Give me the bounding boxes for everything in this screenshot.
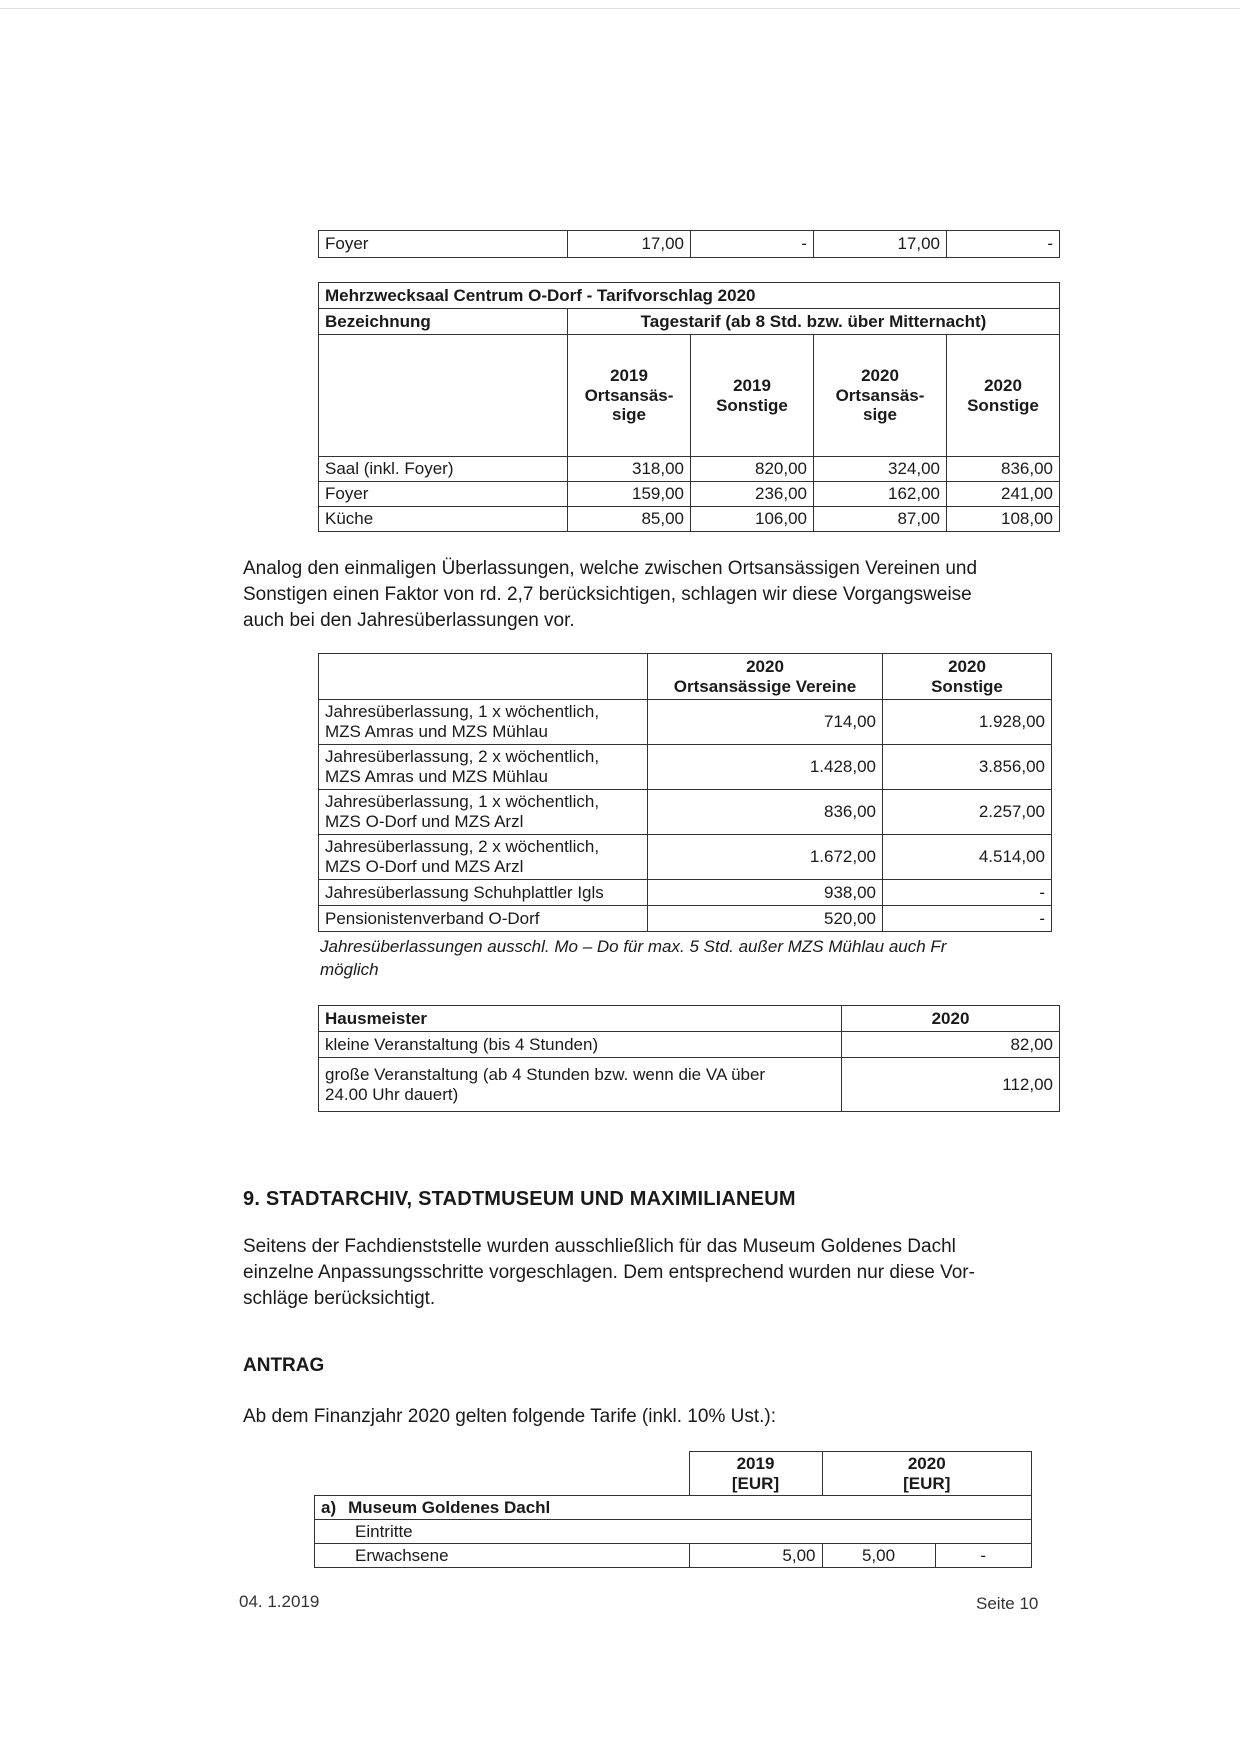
cell-value: 241,00 (947, 482, 1060, 507)
section-heading: 9. STADTARCHIV, STADTMUSEUM UND MAXIMILIANEUM (243, 1188, 796, 1210)
header-row (319, 654, 1052, 700)
table-row (319, 507, 1060, 532)
cell-value: 836,00 (648, 790, 883, 835)
table-row (315, 1520, 1032, 1544)
column-header: 2019 [EUR] (689, 1452, 822, 1496)
table-title: Hausmeister (319, 1006, 842, 1032)
table-row (319, 231, 1060, 258)
empty-cell (315, 1452, 690, 1496)
row-label: Jahresüberlassung Schuhplattler Igls (319, 880, 648, 906)
table-row (319, 745, 1052, 790)
cell-value: 318,00 (568, 457, 691, 482)
row-label: Erwachsene (315, 1544, 690, 1568)
section-label: a) Museum Goldenes Dachl (315, 1496, 1032, 1520)
cell-value: 1.928,00 (883, 700, 1052, 745)
cell-value: - (935, 1544, 1032, 1568)
row-label: Küche (319, 507, 568, 532)
footer-date: 04. 1.2019 (239, 1592, 320, 1611)
cell-value: 85,00 (568, 507, 691, 532)
cell-value: 236,00 (691, 482, 814, 507)
cell-value: - (691, 231, 814, 258)
cell-value: 17,00 (814, 231, 947, 258)
scan-edge-line (0, 8, 1240, 9)
tarif-table (318, 282, 1060, 532)
table-row (319, 835, 1052, 880)
row-label: Pensionistenverband O-Dorf (319, 906, 648, 932)
column-header: 2019 Ortsansäs- sige (568, 335, 691, 457)
cell-value: 4.514,00 (883, 835, 1052, 880)
cell-value: 106,00 (691, 507, 814, 532)
cell-value: 112,00 (842, 1058, 1060, 1112)
empty-cell (319, 335, 568, 457)
cell-value: 820,00 (691, 457, 814, 482)
cell-value: 3.856,00 (883, 745, 1052, 790)
row-label: Jahresüberlassung, 1 x wöchentlich, MZS Amras und MZS Mühlau (319, 700, 648, 745)
row-label: Jahresüberlassung, 2 x wöchentlich, MZS Amras und MZS Mühlau (319, 745, 648, 790)
cell-value: 938,00 (648, 880, 883, 906)
column-header: 2020 Ortsansässige Vereine (648, 654, 883, 700)
header-row (319, 335, 1060, 457)
hausmeister-table (318, 1005, 1060, 1112)
section9-paragraph: Seitens der Fachdienststelle wurden ausschließlich für das Museum Goldenes Dachl einzelne Anpassungsschritte vorgeschlagen. Dem entsprechend wurden nur diese Vor- schläge berücksichtigt. (243, 1236, 975, 1309)
column-header: 2020 Ortsansäs- sige (814, 335, 947, 457)
cell-value: 324,00 (814, 457, 947, 482)
paragraph-faktor: Analog den einmaligen Überlassungen, welche zwischen Ortsansässigen Vereinen und Sonstigen einen Faktor von rd. 2,7 berücksichtigen, schlagen wir diese Vorgangsweise auch bei den Jahresüberlassungen vor. (243, 558, 978, 631)
row-label: kleine Veranstaltung (bis 4 Stunden) (319, 1032, 842, 1058)
cell-value: 1.428,00 (648, 745, 883, 790)
antrag-text: Ab dem Finanzjahr 2020 gelten folgende Tarife (inkl. 10% Ust.): (243, 1406, 777, 1427)
cell-value: 162,00 (814, 482, 947, 507)
cell-value: - (947, 231, 1060, 258)
table-row (319, 700, 1052, 745)
table-title: Mehrzwecksaal Centrum O-Dorf - Tarifvorschlag 2020 (319, 283, 1060, 309)
span-header: Tagestarif (ab 8 Std. bzw. über Mitternacht) (568, 309, 1060, 335)
row-label: große Veranstaltung (ab 4 Stunden bzw. wenn die VA über 24.00 Uhr dauert) (319, 1058, 842, 1112)
cell-value: 17,00 (568, 231, 691, 258)
column-label: Bezeichnung (319, 309, 568, 335)
jahres-note: Jahresüberlassungen ausschl. Mo – Do für max. 5 Std. außer MZS Mühlau auch Fr möglich (320, 937, 947, 979)
table-row (319, 1032, 1060, 1058)
column-header: 2019 Sonstige (691, 335, 814, 457)
table-row (319, 482, 1060, 507)
table-row (315, 1544, 1032, 1568)
museum-table (314, 1451, 1032, 1568)
column-header: 2020 Sonstige (883, 654, 1052, 700)
empty-cell (319, 654, 648, 700)
cell-value: 714,00 (648, 700, 883, 745)
cell-value: 5,00 (822, 1544, 935, 1568)
cell-value: - (883, 906, 1052, 932)
column-header: 2020 [EUR] (822, 1452, 1032, 1496)
column-header: 2020 Sonstige (947, 335, 1060, 457)
cell-value: 520,00 (648, 906, 883, 932)
cell-value: 159,00 (568, 482, 691, 507)
table-row (319, 880, 1052, 906)
row-label: Foyer (319, 482, 568, 507)
cell-value: 5,00 (689, 1544, 822, 1568)
cell-value: 82,00 (842, 1032, 1060, 1058)
cell-value: 108,00 (947, 507, 1060, 532)
table-row (319, 1058, 1060, 1112)
row-label: Jahresüberlassung, 2 x wöchentlich, MZS O-Dorf und MZS Arzl (319, 835, 648, 880)
header-row (315, 1452, 1032, 1496)
row-label: Jahresüberlassung, 1 x wöchentlich, MZS O-Dorf und MZS Arzl (319, 790, 648, 835)
cell-value: - (883, 880, 1052, 906)
antrag-heading: ANTRAG (243, 1355, 325, 1376)
table-row (319, 906, 1052, 932)
jahresueberlassung-table (318, 653, 1052, 932)
row-label: Foyer (319, 231, 568, 258)
header-row (319, 1006, 1060, 1032)
table-row (315, 1496, 1032, 1520)
foyer-continuation-table (318, 230, 1060, 258)
table-row (319, 790, 1052, 835)
column-header: 2020 (842, 1006, 1060, 1032)
cell-value: 2.257,00 (883, 790, 1052, 835)
cell-value: 836,00 (947, 457, 1060, 482)
cell-value: 87,00 (814, 507, 947, 532)
table-row (319, 457, 1060, 482)
row-label: Eintritte (315, 1520, 1032, 1544)
row-label: Saal (inkl. Foyer) (319, 457, 568, 482)
cell-value: 1.672,00 (648, 835, 883, 880)
footer-page-number: Seite 10 (976, 1594, 1039, 1613)
